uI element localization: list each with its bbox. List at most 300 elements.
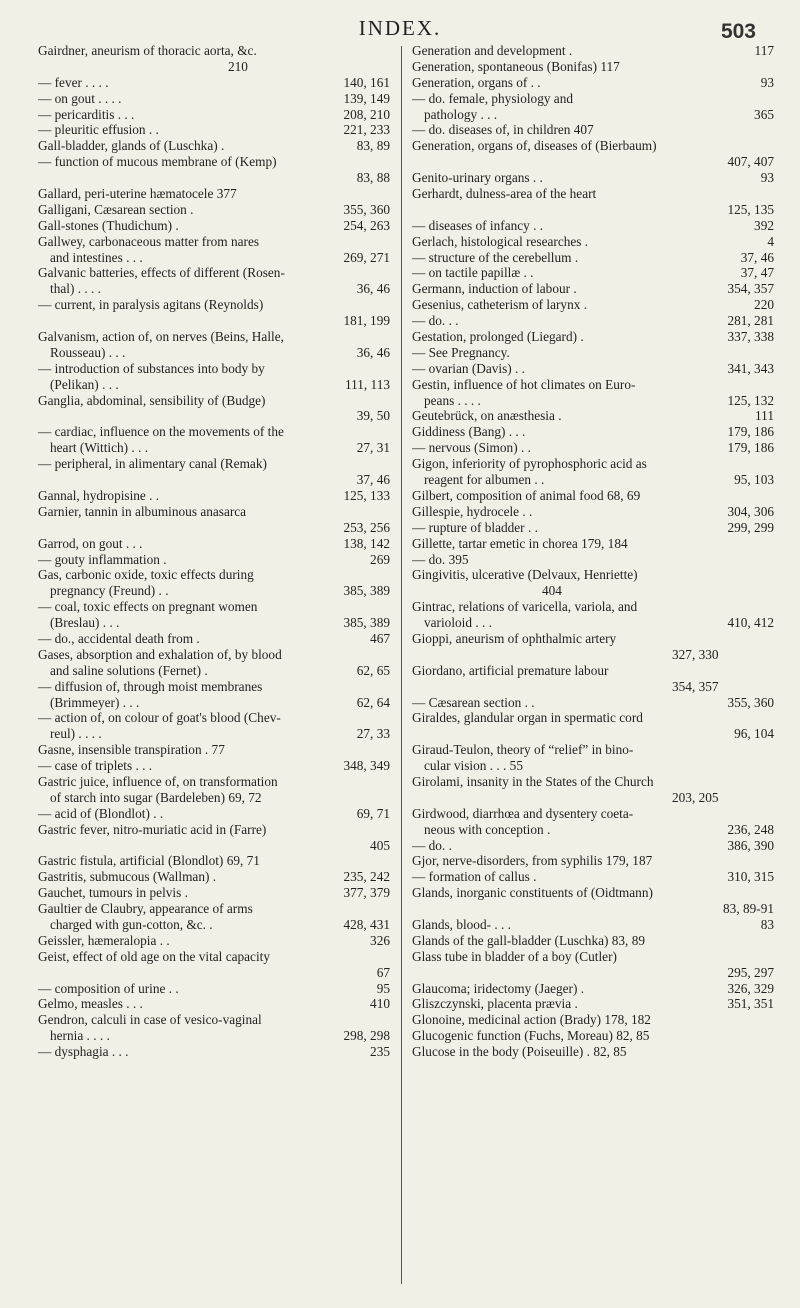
entry-pages: 138, 142 [343,535,390,551]
index-entry [38,424,390,440]
index-entry [38,647,390,663]
index-entry [412,901,774,917]
entry-text: Gastric fever, nitro-muriatic acid in (Farre) [38,821,267,837]
index-entry [38,552,390,568]
entry-text: — diffusion of, through moist membranes [38,678,263,694]
index-entry [38,345,390,361]
entry-pages: 27, 33 [356,726,390,742]
entry-text: — introduction of substances into body by [38,360,265,376]
entry-text: Gilbert, composition of animal food 68, 69 [412,487,641,503]
index-entry [412,567,774,583]
entry-text: pregnancy (Freund) . . [50,583,169,599]
entry-pages: 67 [376,964,390,980]
index-entry [412,838,774,854]
entry-text: Glands of the gall-bladder (Luschka) 83, 89 [412,932,645,948]
entry-text: Gioppi, aneurism of ophthalmic artery [412,630,617,646]
index-entry [412,599,774,615]
index-entry [38,43,390,59]
index-entry [38,631,390,647]
entry-text: Gelmo, measles . . . [38,996,143,1012]
entry-text: — do. . [412,837,452,853]
index-entry [38,949,390,965]
index-entry [412,234,774,250]
entry-text: — do. . . [412,313,459,329]
index-entry [412,91,774,107]
index-entry [38,361,390,377]
index-entry [412,488,774,504]
index-entry [38,583,390,599]
index-entry [412,1044,774,1060]
index-entry [38,377,390,393]
index-entry [38,440,390,456]
index-entry [412,536,774,552]
entry-text: Girolami, insanity in the States of the Church [412,773,654,789]
index-entry [412,949,774,965]
index-entry [38,504,390,520]
index-entry [38,1028,390,1044]
entry-pages: 467 [370,630,390,646]
index-entry [38,567,390,583]
index-entry [412,297,774,313]
entry-text: Generation, organs of . . [412,74,541,90]
index-entry [412,186,774,202]
entry-text: — Cæsarean section . . [412,694,535,710]
index-entry [412,663,774,679]
entry-text: Gliszczynski, placenta prævia . [412,996,578,1012]
entry-text: Gas, carbonic oxide, toxic effects during [38,567,254,583]
index-entry [38,838,390,854]
entry-text: — acid of (Blondlot) . . [38,805,164,821]
index-entry [412,408,774,424]
entry-text: Galvanic batteries, effects of different (Rosen- [38,265,285,281]
index-entry [412,393,774,409]
entry-text: Gairdner, aneurism of thoracic aorta, &c. [38,43,257,58]
index-entry [412,329,774,345]
index-entry [412,59,774,75]
entry-text: Geissler, hæmeralopia . . [38,932,170,948]
entry-text: Gestation, prolonged (Liegard) . [412,329,584,345]
index-entry [412,695,774,711]
index-entry [38,329,390,345]
entry-text: Gastritis, submucous (Wallman) . [38,869,217,885]
entry-text: Glucose in the body (Poiseuille) . 82, 85 [412,1044,627,1060]
entry-pages: 125, 132 [727,392,774,408]
index-entry [38,122,390,138]
index-entry [38,408,390,424]
entry-text: Gjor, nerve-disorders, from syphilis 179, 187 [412,853,653,869]
index-entry [412,170,774,186]
index-entry [412,202,774,218]
entry-pages: 351, 351 [727,996,774,1012]
index-entry [412,281,774,297]
index-entry [38,107,390,123]
entry-text: 404 [542,583,562,599]
entry-text: — peripheral, in alimentary canal (Remak) [38,456,267,472]
entry-text: 210 [228,58,248,74]
index-entry [38,472,390,488]
page-number: 503 [720,20,756,43]
entry-text: reagent for albumen . . [424,472,545,488]
entry-text: — composition of urine . . [38,980,179,996]
index-entry [38,75,390,91]
index-entry [38,520,390,536]
index-entry [412,122,774,138]
entry-pages: 96, 104 [734,726,774,742]
entry-text: Gall-bladder, glands of (Luschka) . [38,138,225,154]
entry-text: Glass tube in bladder of a boy (Cutler) [412,948,617,964]
entry-pages: 355, 360 [727,694,774,710]
entry-pages: 111, 113 [344,376,390,392]
entry-pages: 4 [767,233,774,249]
index-entry [412,869,774,885]
index-entry [412,758,774,774]
entry-text: Gesenius, catheterism of larynx . [412,297,588,313]
entry-pages: 269, 271 [343,249,390,265]
entry-text: and saline solutions (Fernet) . [50,662,208,678]
entry-text: Geist, effect of old age on the vital capacity [38,948,270,964]
index-entry [38,981,390,997]
index-entry [412,742,774,758]
index-entry [412,806,774,822]
index-entry [412,822,774,838]
index-entry [412,726,774,742]
index-entry [38,710,390,726]
entry-text: Garnier, tannin in albuminous anasarca [38,503,247,519]
entry-text: Rousseau) . . . [50,344,126,360]
entry-pages: 337, 338 [727,329,774,345]
entry-text: 203, 205 [672,789,719,805]
entry-text: reul) . . . . [50,726,102,742]
index-entry [412,933,774,949]
index-entry [412,774,774,790]
entry-text: Glucogenic function (Fuchs, Moreau) 82, 85 [412,1028,650,1044]
entry-pages: 254, 263 [343,217,390,233]
index-entry [412,965,774,981]
entry-text: — rupture of bladder . . [412,519,538,535]
entry-pages: 269 [370,551,390,567]
entry-pages: 298, 298 [343,1028,390,1044]
entry-text: Glands, inorganic constituents of (Oidtmann) [412,885,653,901]
entry-text: — do. diseases of, in children 407 [412,122,594,138]
index-entry [38,663,390,679]
index-entry [38,695,390,711]
entry-pages: 410 [370,996,390,1012]
index-entry [412,250,774,266]
entry-text: — on gout . . . . [38,90,122,106]
index-entry [412,710,774,726]
entry-text: — See Pregnancy. [412,344,510,360]
entry-pages: 221, 233 [343,122,390,138]
index-entry [412,647,774,663]
entry-text: Generation and development . [412,43,573,58]
entry-text: — dysphagia . . . [38,1044,129,1060]
entry-pages: 208, 210 [343,106,390,122]
entry-text: — case of triplets . . . [38,758,153,774]
index-entry [412,75,774,91]
entry-text: and intestines . . . [50,249,143,265]
entry-text: — coal, toxic effects on pregnant women [38,599,258,615]
entry-text: Gallwey, carbonaceous matter from nares [38,233,260,249]
index-entry [38,822,390,838]
entry-pages: 326 [370,932,390,948]
index-entry [38,488,390,504]
index-entry [412,1012,774,1028]
index-entry [38,234,390,250]
entry-pages: 281, 281 [727,313,774,329]
entry-text: (Breslau) . . . [50,615,120,631]
entry-pages: 326, 329 [727,980,774,996]
entry-pages: 310, 315 [727,869,774,885]
entry-pages: 93 [760,170,774,186]
index-entry [412,377,774,393]
entry-pages: 405 [370,837,390,853]
entry-pages: 236, 248 [727,821,774,837]
entry-text: Genito-urinary organs . . [412,170,543,186]
entry-pages: 95 [376,980,390,996]
entry-text: Gaultier de Claubry, appearance of arms [38,901,253,917]
entry-text: — current, in paralysis agitans (Reynolds) [38,297,264,313]
entry-text: Gases, absorption and exhalation of, by blood [38,646,282,662]
entry-text: Gastric fistula, artificial (Blondlot) 69, 71 [38,853,260,869]
entry-text: Galvanism, action of, on nerves (Beins, Halle, [38,329,284,345]
index-entry [38,917,390,933]
entry-text: Gasne, insensible transpiration . 77 [38,742,225,758]
entry-pages: 36, 46 [356,344,390,360]
index-entry [412,853,774,869]
index-entry [38,933,390,949]
index-entry [412,361,774,377]
index-entry [412,520,774,536]
entry-text: 354, 357 [672,678,719,694]
index-entry [38,59,390,75]
entry-pages: 39, 50 [356,408,390,424]
index-entry [38,186,390,202]
entry-text: neous with conception . [424,821,551,837]
entry-text: Gestin, influence of hot climates on Euro- [412,376,636,392]
index-entry [38,91,390,107]
index-entry [38,853,390,869]
index-entry [38,679,390,695]
entry-pages: 235, 242 [343,869,390,885]
index-entry [38,726,390,742]
entry-text: 327, 330 [672,646,719,662]
index-entry [38,965,390,981]
entry-text: Gigon, inferiority of pyrophosphoric acid as [412,456,647,472]
entry-text: cular vision . . . 55 [424,758,523,774]
index-entry [412,615,774,631]
index-entry [38,297,390,313]
entry-text: Glands, blood- . . . [412,916,511,932]
entry-text: Gerhardt, dulness-area of the heart [412,186,597,202]
entry-text: Gintrac, relations of varicella, variola, and [412,599,638,615]
index-entry [38,996,390,1012]
entry-text: — pleuritic effusion . . [38,122,159,138]
entry-pages: 36, 46 [356,281,390,297]
index-entry [412,885,774,901]
entry-text: (Brimmeyer) . . . [50,694,140,710]
entry-pages: 69, 71 [356,805,390,821]
entry-pages: 428, 431 [343,916,390,932]
index-entry [38,790,390,806]
entry-text: thal) . . . . [50,281,101,297]
index-entry [412,107,774,123]
entry-text: — ovarian (Davis) . . [412,360,525,376]
entry-text: heart (Wittich) . . . [50,440,149,456]
entry-pages: 179, 186 [727,424,774,440]
entry-text: Gingivitis, ulcerative (Delvaux, Henriette) [412,567,638,583]
index-entry [38,393,390,409]
entry-text: Gallard, peri-uterine hæmatocele 377 [38,186,237,202]
entry-text: Gannal, hydropisine . . [38,487,160,503]
entry-text: — do. female, physiology and [412,90,574,106]
index-entry [412,552,774,568]
entry-pages: 83, 88 [356,170,390,186]
entry-text: charged with gun-cotton, &c. . [50,916,213,932]
entry-text: varioloid . . . [424,615,492,631]
entry-text: — action of, on colour of goat's blood (Chev- [38,710,281,726]
index-entry [38,869,390,885]
entry-text: Giraud-Teulon, theory of “relief” in bino- [412,742,634,758]
index-entry [412,631,774,647]
index-entry [38,1012,390,1028]
entry-text: (Pelikan) . . . [50,376,119,392]
entry-pages: 83, 89 [356,138,390,154]
entry-text: Gastric juice, influence of, on transformation [38,773,278,789]
entry-pages: 341, 343 [727,360,774,376]
entry-text: of starch into sugar (Bardeleben) 69, 72 [50,789,262,805]
entry-pages: 83 [760,916,774,932]
index-entry [38,1044,390,1060]
index-entry [38,154,390,170]
index-entry [412,218,774,234]
entry-pages: 62, 64 [356,694,390,710]
running-head: INDEX. [358,16,442,40]
entry-text: Gall-stones (Thudichum) . [38,217,179,233]
index-entry [412,43,774,59]
entry-pages: 304, 306 [727,503,774,519]
entry-pages: 117 [754,43,774,58]
entry-text: — cardiac, influence on the movements of the [38,424,284,440]
entry-pages: 299, 299 [727,519,774,535]
index-column-right [412,43,774,1060]
index-entry [38,170,390,186]
entry-pages: 179, 186 [727,440,774,456]
entry-text: Gendron, calculi in case of vesico-vaginal [38,1012,262,1028]
entry-text: — nervous (Simon) . . [412,440,531,456]
index-entry [412,456,774,472]
entry-text: Giordano, artificial premature labour [412,662,609,678]
entry-text: Gillespie, hydrocele . . [412,503,533,519]
entry-text: Gauchet, tumours in pelvis . [38,885,188,901]
entry-pages: 392 [754,217,774,233]
index-entry [412,472,774,488]
index-entry [412,265,774,281]
entry-text: Galligani, Cæsarean section . [38,201,194,217]
entry-pages: 37, 46 [740,249,774,265]
index-entry [38,456,390,472]
entry-text: — diseases of infancy . . [412,217,544,233]
index-entry [38,806,390,822]
index-entry [38,265,390,281]
index-entry [412,424,774,440]
entry-text: Generation, spontaneous (Bonifas) 117 [412,58,620,74]
index-entry [38,281,390,297]
entry-text: Giraldes, glandular organ in spermatic cord [412,710,643,726]
entry-pages: 385, 389 [343,583,390,599]
index-entry [38,901,390,917]
index-entry [412,981,774,997]
index-entry [38,758,390,774]
entry-text: — function of mucous membrane of (Kemp) [38,154,277,170]
entry-pages: 37, 47 [740,265,774,281]
entry-text: — fever . . . . [38,74,109,90]
entry-text: pathology . . . [424,106,498,122]
index-entry [412,679,774,695]
index-entry [38,615,390,631]
entry-text: — formation of callus . [412,869,537,885]
entry-text: — gouty inflammation . [38,551,167,567]
entry-text: Giddiness (Bang) . . . [412,424,526,440]
index-entry [412,154,774,170]
entry-pages: 62, 65 [356,662,390,678]
entry-pages: 348, 349 [343,758,390,774]
index-entry [38,218,390,234]
entry-pages: 253, 256 [343,519,390,535]
index-entry [38,599,390,615]
index-entry [38,774,390,790]
entry-text: Garrod, on gout . . . [38,535,143,551]
entry-text: Germann, induction of labour . [412,281,577,297]
entry-pages: 386, 390 [727,837,774,853]
entry-pages: 355, 360 [343,201,390,217]
entry-text: — pericarditis . . . [38,106,135,122]
entry-pages: 125, 133 [343,487,390,503]
entry-pages: 407, 407 [727,154,774,170]
index-entry [412,345,774,361]
index-entry [412,790,774,806]
entry-pages: 377, 379 [343,885,390,901]
index-entry [412,138,774,154]
entry-text: — do., accidental death from . [38,630,200,646]
entry-text: Generation, organs of, diseases of (Bierbaum) [412,138,657,154]
entry-pages: 295, 297 [727,964,774,980]
index-entry [38,250,390,266]
entry-text: Glaucoma; iridectomy (Jaeger) . [412,980,585,996]
entry-pages: 354, 357 [727,281,774,297]
entry-text: — structure of the cerebellum . [412,249,579,265]
entry-pages: 140, 161 [343,74,390,90]
index-entry [38,313,390,329]
entry-text: Geutebrück, on anæsthesia . [412,408,562,424]
entry-text: Gillette, tartar emetic in chorea 179, 184 [412,535,628,551]
index-entry [38,885,390,901]
entry-text: Glonoine, medicinal action (Brady) 178, 182 [412,1012,651,1028]
entry-pages: 410, 412 [727,615,774,631]
index-entry [38,138,390,154]
entry-pages: 111 [755,408,774,424]
entry-text: Gerlach, histological researches . [412,233,589,249]
entry-text: — do. 395 [412,551,469,567]
entry-pages: 93 [760,74,774,90]
entry-pages: 220 [754,297,774,313]
entry-pages: 83, 89-91 [723,901,774,917]
index-column-left [38,43,390,1060]
index-entry [412,996,774,1012]
entry-pages: 235 [370,1044,390,1060]
entry-pages: 365 [754,106,774,122]
index-entry [412,440,774,456]
entry-pages: 37, 46 [356,472,390,488]
